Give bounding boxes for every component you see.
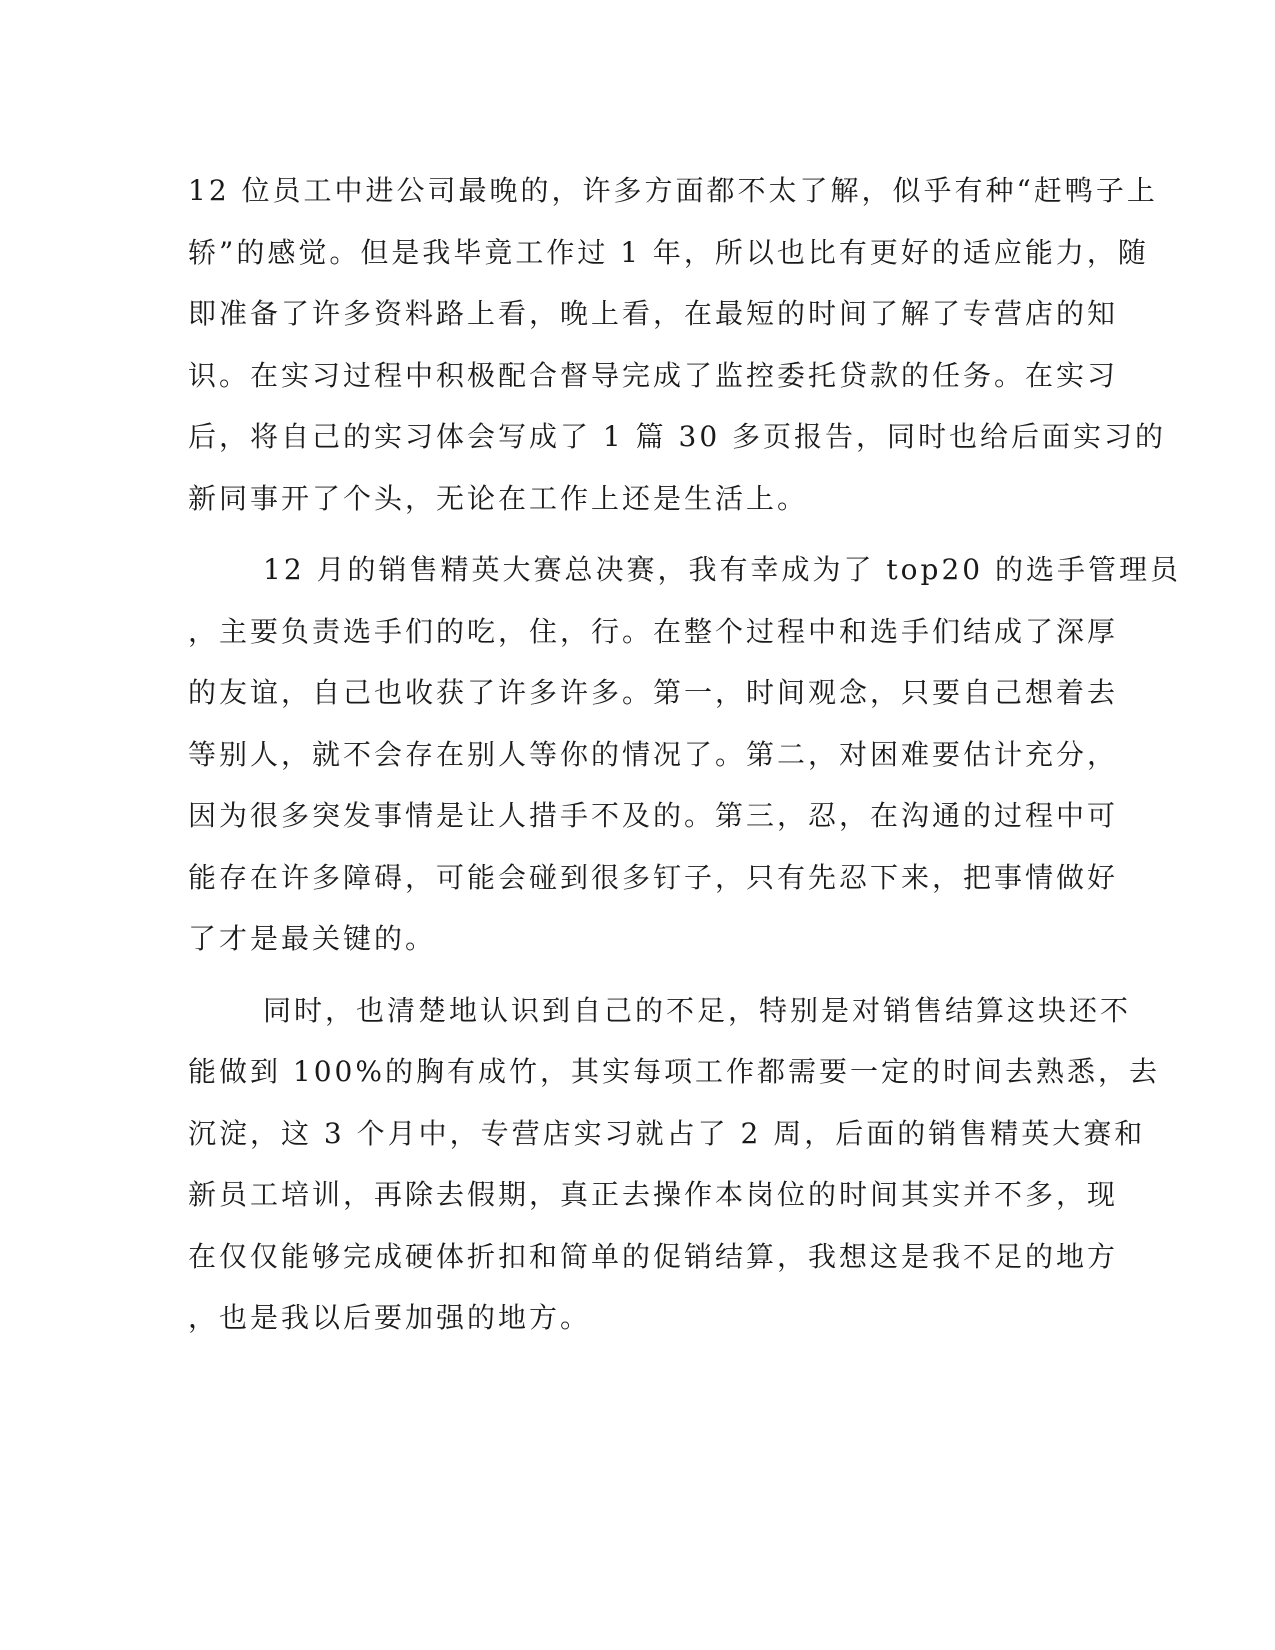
text-line: 12 位员工中进公司最晚的，许多方面都不太了解，似乎有种“赶鸭子上 [188,174,1158,207]
text-line: ，主要负责选手们的吃，住，行。在整个过程中和选手们结成了深厚 [188,614,1119,648]
text-line: 12 月的销售精英大赛总决赛，我有幸成为了 top20 的选手管理员 [263,553,1181,586]
text-line: 新员工培训，再除去假期，真正去操作本岗位的时间其实并不多，现 [188,1178,1119,1211]
text-line: 的友谊，自己也收获了许多许多。第一，时间观念，只要自己想着去 [188,676,1119,709]
body-text [188,160,1181,1349]
paragraph-spacer [188,529,1088,539]
text-line: 了才是最关键的。 [188,922,437,955]
paragraph-2 [188,539,1181,970]
paragraph-1 [188,160,1167,529]
text-line: 轿”的感觉。但是我毕竟工作过 1 年，所以也比有更好的适应能力，随 [188,235,1149,269]
text-line: 沉淀，这 3 个月中，专营店实习就占了 2 周，后面的销售精英大赛和 [188,1116,1146,1150]
text-line: 因为很多突发事情是让人措手不及的。第三，忍，在沟通的过程中可 [188,799,1119,832]
paragraph-spacer [188,970,1088,980]
text-line: 同时，也清楚地认识到自己的不足，特别是对销售结算这块还不 [263,993,1132,1027]
text-line: 识。在实习过程中积极配合督导完成了监控委托贷款的任务。在实习 [188,358,1119,392]
paragraph-3 [188,980,1160,1349]
text-line: 能存在许多障碍，可能会碰到很多钉子，只有先忍下来，把事情做好 [188,860,1119,894]
text-line: 即准备了许多资料路上看，晚上看，在最短的时间了解了专营店的知 [188,297,1119,330]
text-line: 能做到 100%的胸有成竹，其实每项工作都需要一定的时间去熟悉，去 [188,1055,1160,1088]
text-line: 在仅仅能够完成硬体折扣和简单的促销结算，我想这是我不足的地方 [188,1239,1119,1273]
text-line: ，也是我以后要加强的地方。 [188,1301,592,1334]
text-line: 等别人，就不会存在别人等你的情况了。第二，对困难要估计充分， [188,737,1119,771]
text-line: 新同事开了个头，无论在工作上还是生活上。 [188,481,809,515]
text-line: 后，将自己的实习体会写成了 1 篇 30 多页报告，同时也给后面实习的 [188,420,1167,453]
